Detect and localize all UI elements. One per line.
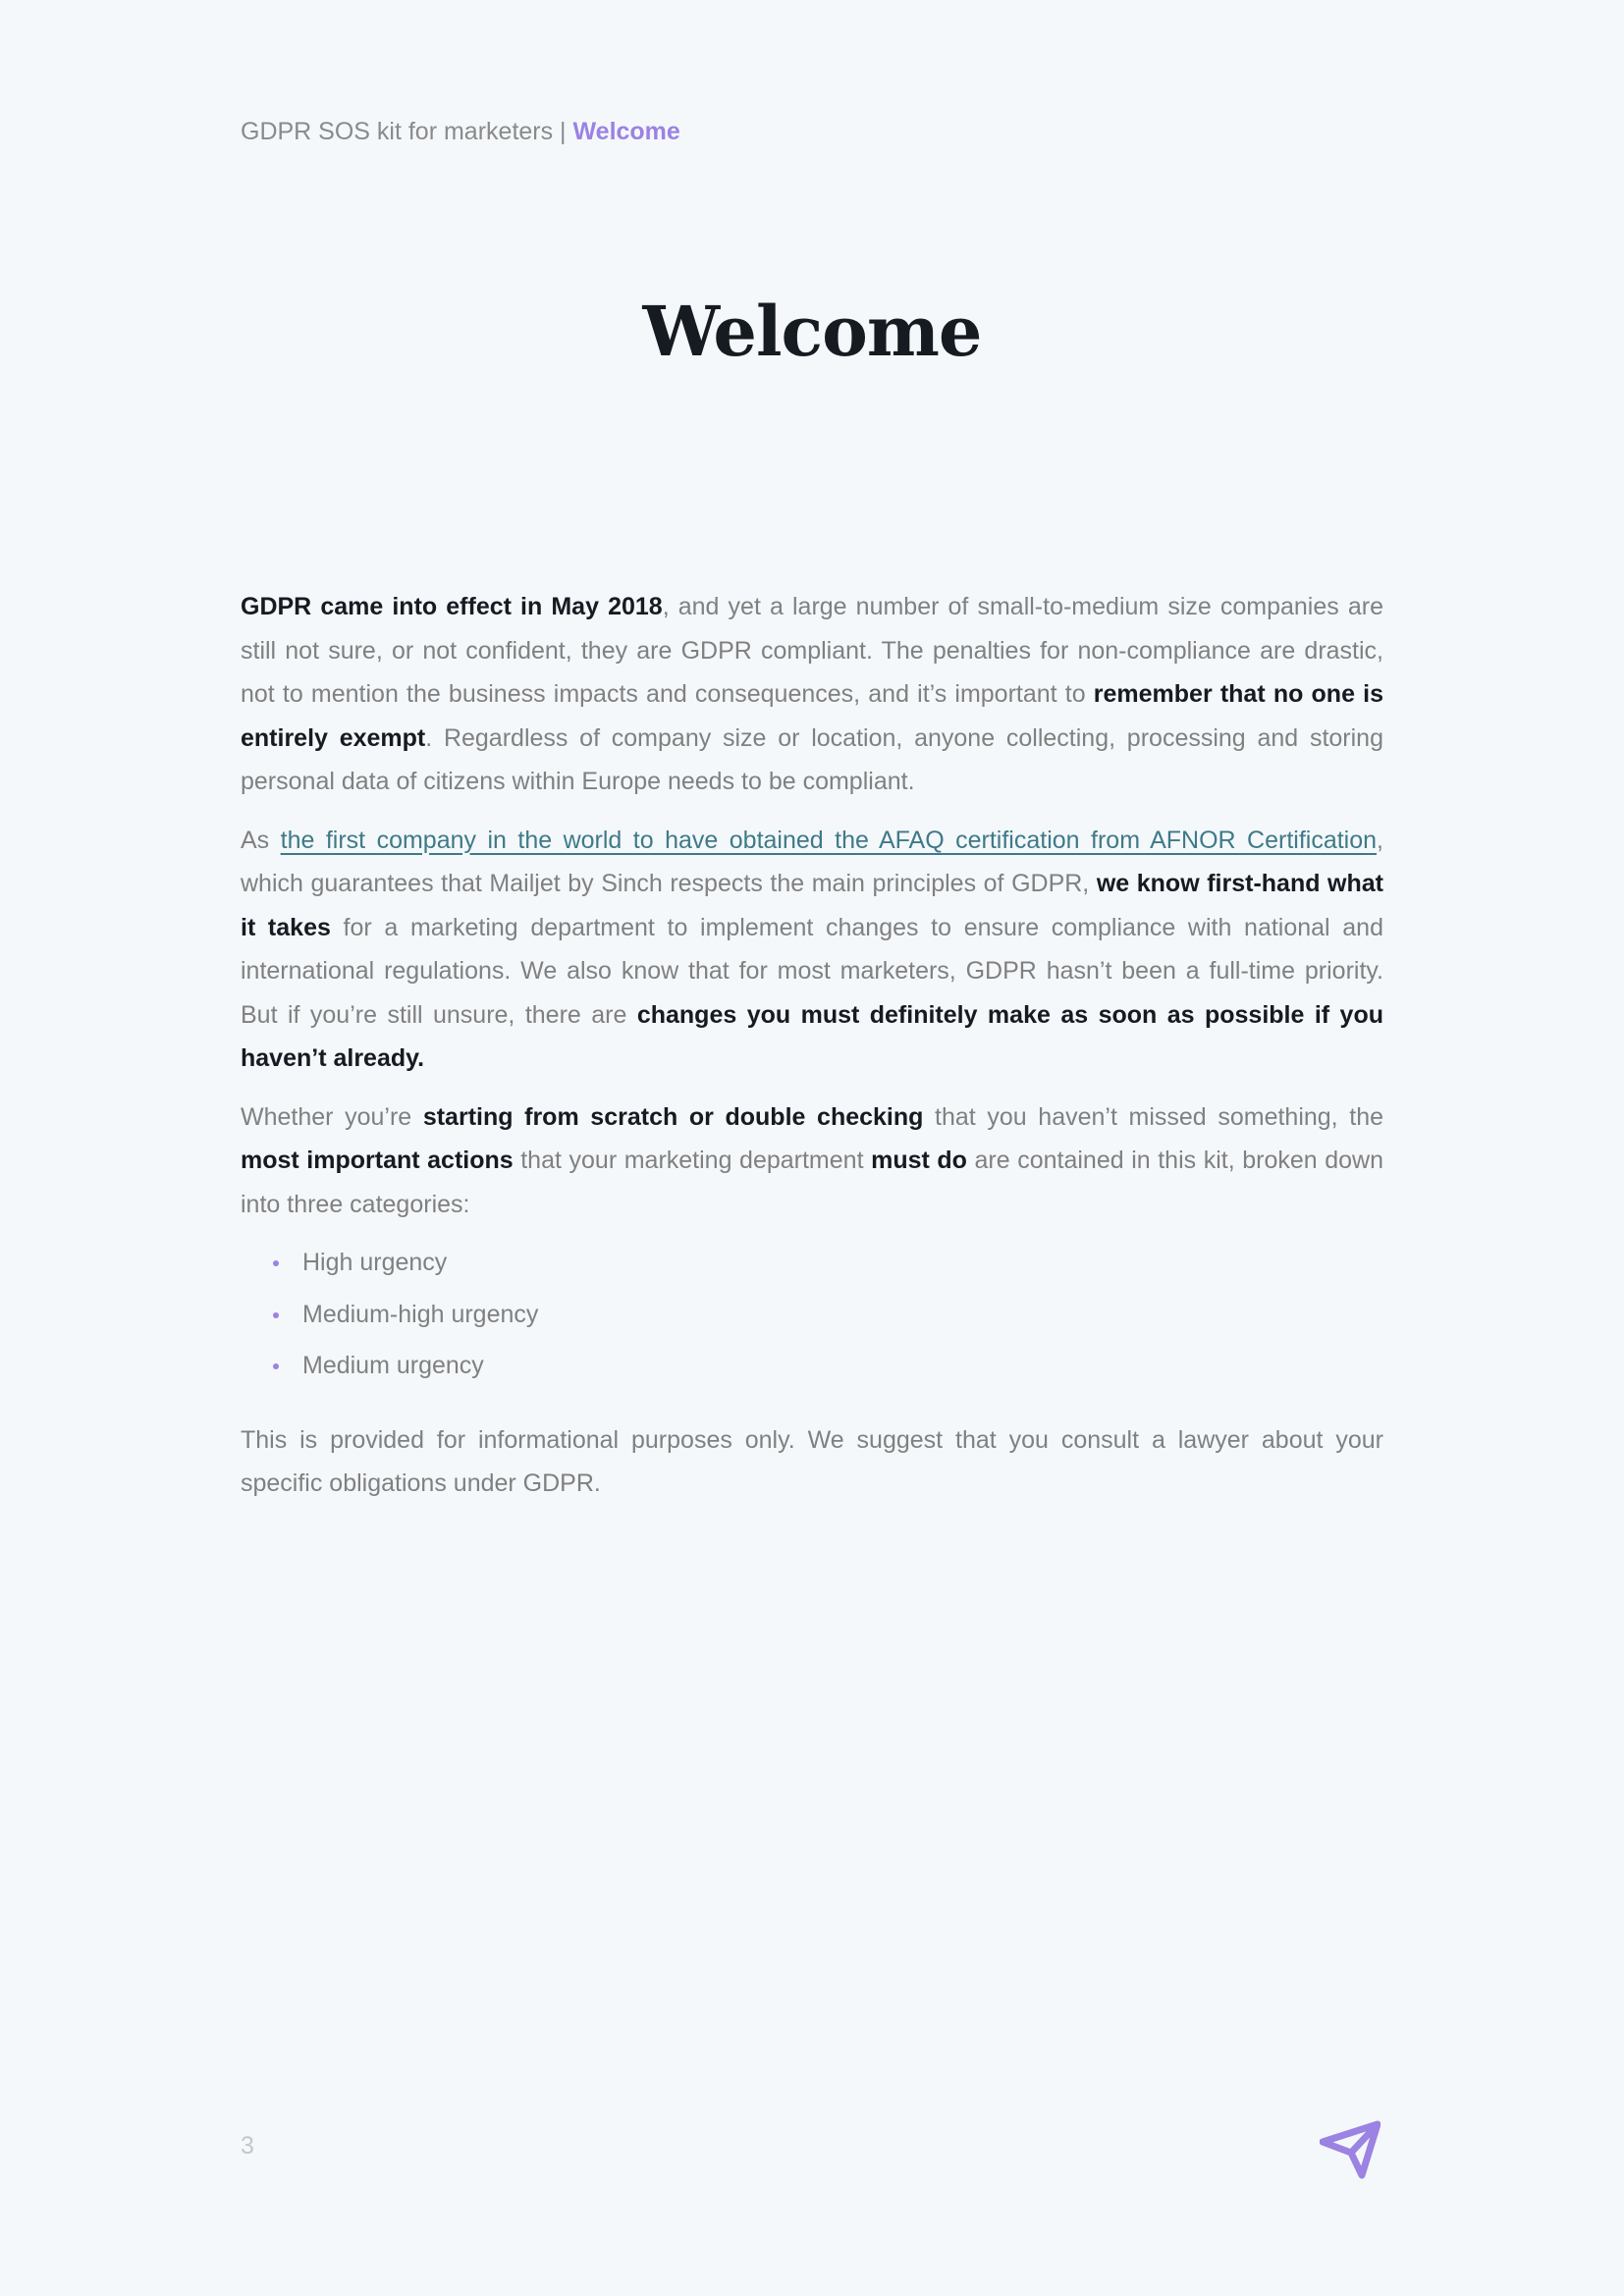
cert-text-3: for a marketing department to implement changes to ensure compliance with national and international regulations. We also know that for most marketers, GDPR hasn’t been a full-time priority. But if you’re still unsure, there are — [241, 913, 1383, 1029]
main-content — [241, 585, 1383, 1521]
intro-text-2: . Regardless of company size or location, anyone collecting, processing and storing personal data of citizens within Europe needs to be compliant. — [241, 723, 1383, 795]
list-item-label: Medium urgency — [302, 1352, 484, 1379]
cert-text-1: As — [241, 826, 281, 854]
cert-bold-1: we know first-hand what it takes — [241, 870, 1384, 941]
intro-bold-1: GDPR came into effect in May 2018 — [241, 593, 663, 620]
bullet-dot-icon — [273, 1260, 279, 1266]
actions-bold-3: must do — [871, 1147, 967, 1174]
cert-text-2: , which guarantees that Mailjet by Sinch respects the main principles of GDPR, — [241, 826, 1383, 897]
disclaimer-paragraph: This is provided for informational purposes only. We suggest that you consult a lawyer about your specific obligations under GDPR. — [241, 1425, 1383, 1497]
urgency-list — [241, 1241, 1383, 1396]
actions-text-3: that your marketing department — [513, 1147, 872, 1174]
header-doc-title: GDPR SOS kit for marketers | — [241, 118, 573, 145]
actions-paragraph — [241, 1095, 1383, 1227]
afaq-certification-link[interactable]: the first company in the world to have obtained the AFAQ certification from AFNOR Certification — [280, 826, 1378, 854]
list-item — [241, 1293, 1383, 1345]
bullet-dot-icon — [273, 1363, 279, 1369]
list-item — [241, 1344, 1383, 1396]
actions-text-1: Whether you’re — [241, 1102, 423, 1131]
page-header — [241, 118, 680, 146]
certification-paragraph — [241, 819, 1383, 1081]
list-item-label: High urgency — [302, 1249, 448, 1276]
actions-text-2: that you haven’t missed something, the — [923, 1102, 1384, 1131]
actions-bold-1: starting from scratch or double checking — [422, 1102, 924, 1131]
paper-plane-icon — [1320, 2120, 1380, 2179]
list-item-label: Medium-high urgency — [302, 1300, 539, 1328]
page-title: Welcome — [642, 291, 982, 372]
header-section: Welcome — [572, 118, 680, 145]
page-number: 3 — [241, 2132, 254, 2160]
bullet-dot-icon — [273, 1312, 279, 1318]
intro-bold-2: remember that no one is entirely exempt — [241, 680, 1383, 752]
intro-text-1: , and yet a large number of small-to-medium size companies are still not sure, or not confident, they are GDPR compliant. The penalties for non-compliance are drastic, not to mention the business impacts and consequences, and it’s important to — [241, 593, 1383, 708]
list-item — [241, 1241, 1383, 1293]
intro-paragraph — [241, 585, 1383, 804]
actions-bold-2: most important actions — [241, 1147, 514, 1174]
cert-bold-2: changes you must definitely make as soon as possible if you haven’t already. — [241, 1000, 1383, 1072]
actions-text-4: are contained in this kit, broken down into three categories: — [241, 1147, 1383, 1218]
